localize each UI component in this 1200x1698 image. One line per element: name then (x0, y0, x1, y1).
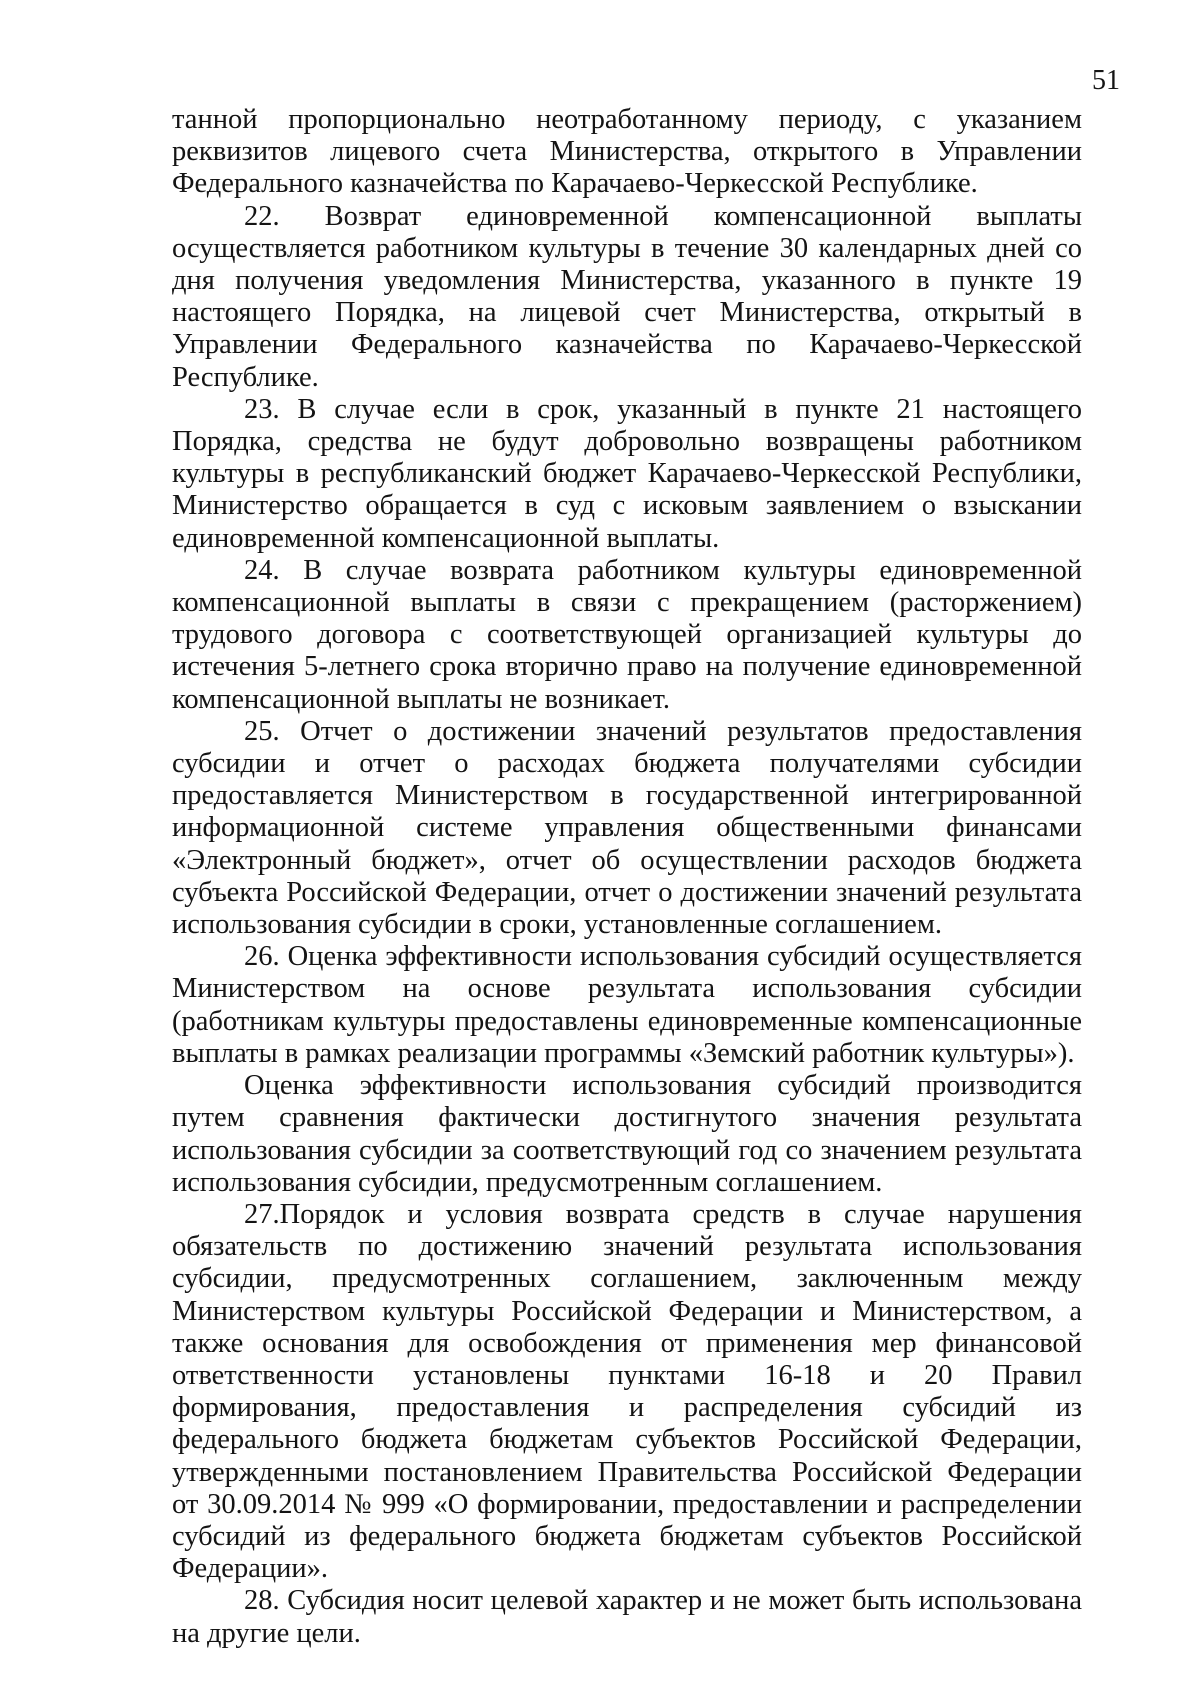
paragraph-24: 24. В случае возврата работником культуры единовременной компенсационной выплаты в связи с прекращением (расторжением) трудового договора с соответствующей организацией культуры до истечения 5-летнего срока вторично право на получение единовременной компенсационной выплаты не возникает. (172, 554, 1082, 715)
paragraph-25: 25. Отчет о достижении значений результатов предоставления субсидии и отчет о расходах бюджета получателями субсидии предоставляется Министерством в государственной интегрированной информационной системе управления общественными финансами «Электронный бюджет», отчет об осуществлении расходов бюджета субъекта Российской Федерации, отчет о достижении значений результата использования субсидии в сроки, установленные соглашением. (172, 715, 1082, 941)
paragraph-evaluation: Оценка эффективности использования субсидий производится путем сравнения фактически достигнутого значения результата использования субсидии за соответствующий год со значением результата использования субсидии, предусмотренным соглашением. (172, 1070, 1082, 1198)
paragraph-26: 26. Оценка эффективности использования субсидий осуществляется Министерством на основе результата использования субсидии (работникам культуры предоставлены единовременные компенсационные выплаты в рамках реализации программы «Земский работник культуры»). (172, 941, 1082, 1069)
paragraph-continuation: танной пропорционально неотработанному периоду, с указанием реквизитов лицевого счета Министерства, открытого в Управлении Федерального казначейства по Карачаево-Черкесской Республике. (172, 104, 1082, 200)
paragraph-27: 27.Порядок и условия возврата средств в случае нарушения обязательств по достижению значений результата использования субсидии, предусмотренных соглашением, заключенным между Министерством культуры Российской Федерации и Министерством, а также основания для освобождения от применения мер финансовой ответственности установлены пунктами 16-18 и 20 Правил формирования, предоставления и распределения субсидий из федерального бюджета бюджетам субъектов Российской Федерации, утвержденными постановлением Правительства Российской Федерации от 30.09.2014 № 999 «О формировании, предоставлении и распределении субсидий из федерального бюджета бюджетам субъектов Российской Федерации». (172, 1198, 1082, 1585)
page-number: 51 (1092, 65, 1120, 96)
paragraph-23: 23. В случае если в срок, указанный в пункте 21 настоящего Порядка, средства не будут добровольно возвращены работником культуры в республиканский бюджет Карачаево-Черкесской Республики, Министерство обращается в суд с исковым заявлением о взыскании единовременной компенсационной выплаты. (172, 393, 1082, 554)
document-body (172, 104, 1082, 1650)
paragraph-22: 22. Возврат единовременной компенсационной выплаты осуществляется работником культуры в течение 30 календарных дней со дня получения уведомления Министерства, указанного в пункте 19 настоящего Порядка, на лицевой счет Министерства, открытый в Управлении Федерального казначейства по Карачаево-Черкесской Республике. (172, 200, 1082, 393)
paragraph-28: 28. Субсидия носит целевой характер и не может быть использована на другие цели. (172, 1585, 1082, 1649)
